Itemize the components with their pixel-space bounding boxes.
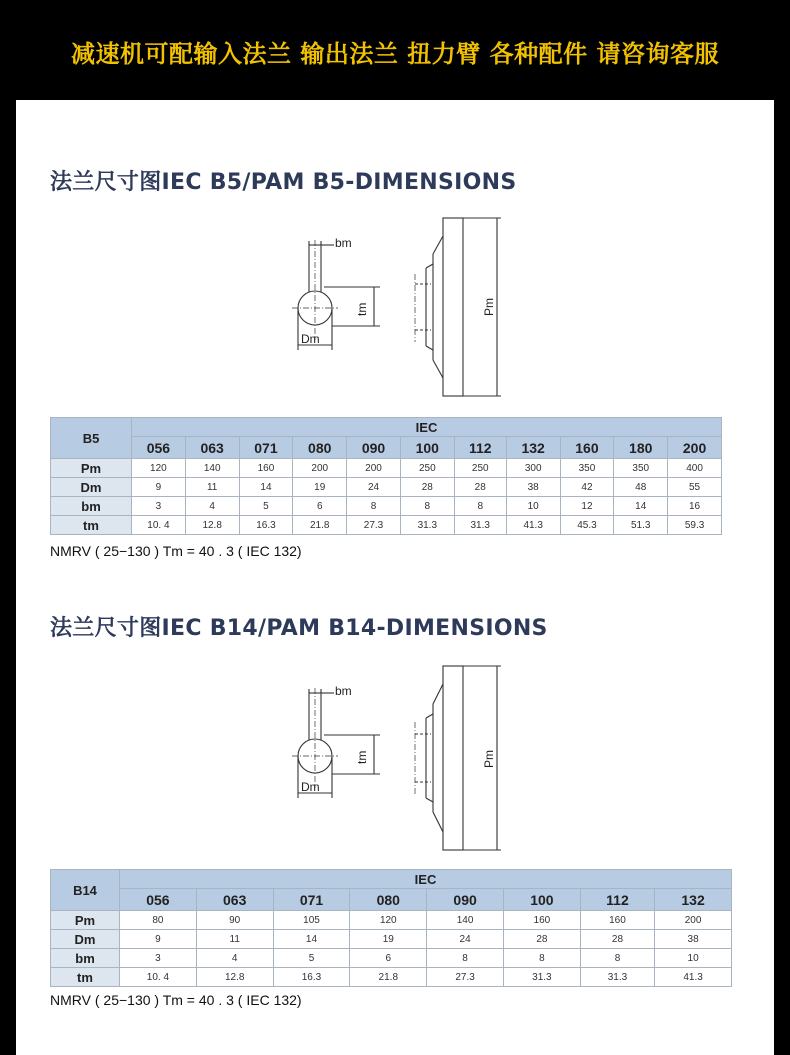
column-header: 100 [503, 889, 580, 911]
table-cell: 90 [196, 911, 273, 930]
column-header: 090 [347, 437, 401, 459]
table-cell: 10 [655, 949, 732, 968]
table-row [51, 516, 722, 535]
table-cell: 4 [196, 949, 273, 968]
table-cell: 140 [427, 911, 504, 930]
table-cell: 160 [239, 459, 293, 478]
table-cell: 45.3 [560, 516, 614, 535]
flange-side-diagram-b14 [401, 660, 511, 856]
table-cell: 16.3 [239, 516, 293, 535]
table-cell: 200 [655, 911, 732, 930]
table-cell: 400 [668, 459, 722, 478]
column-header: 071 [273, 889, 350, 911]
column-header: 056 [132, 437, 186, 459]
table-cell: 28 [503, 930, 580, 949]
table-cell: 48 [614, 478, 668, 497]
column-header: 056 [120, 889, 197, 911]
table-cell: 38 [506, 478, 560, 497]
table-cell: 11 [185, 478, 239, 497]
table-cell: 200 [347, 459, 401, 478]
dimension-table-b14 [50, 869, 732, 987]
table-cell: 59.3 [668, 516, 722, 535]
table-cell: 31.3 [580, 968, 654, 987]
table-cell: 12 [560, 497, 614, 516]
row-label: Pm [51, 459, 132, 478]
column-header: 132 [506, 437, 560, 459]
table-cell: 42 [560, 478, 614, 497]
table-cell: 9 [132, 478, 186, 497]
table-row [51, 968, 732, 987]
table-cell: 8 [400, 497, 454, 516]
table-cell: 250 [400, 459, 454, 478]
pm-label-b5: Pm [482, 298, 496, 316]
row-label: tm [51, 516, 132, 535]
table-row [51, 949, 732, 968]
table-cell: 160 [580, 911, 654, 930]
table-row [51, 459, 722, 478]
table-cell: 140 [185, 459, 239, 478]
table-cell: 28 [580, 930, 654, 949]
row-label: Pm [51, 911, 120, 930]
banner-text: 减速机可配输入法兰 输出法兰 扭力臂 各种配件 请咨询客服 [71, 40, 719, 68]
table-cell: 8 [427, 949, 504, 968]
table-cell: 24 [347, 478, 401, 497]
table-cell: 350 [560, 459, 614, 478]
flange-side-diagram-b5 [401, 212, 511, 402]
table-cell: 41.3 [655, 968, 732, 987]
table-cell: 9 [120, 930, 197, 949]
table-cell: 3 [120, 949, 197, 968]
table-cell: 21.8 [350, 968, 427, 987]
row-label: Dm [51, 930, 120, 949]
table-cell: 11 [196, 930, 273, 949]
table-cell: 14 [239, 478, 293, 497]
note-b5: NMRV ( 25−130 ) Tm = 40 . 3 ( IEC 132) [50, 543, 302, 559]
section-title-b5: 法兰尺寸图IEC B5/PAM B5-DIMENSIONS [50, 170, 517, 195]
tm-label-b5: tm [355, 302, 369, 316]
column-header: 100 [400, 437, 454, 459]
table-cell: 105 [273, 911, 350, 930]
table-cell: 38 [655, 930, 732, 949]
table-row [51, 497, 722, 516]
column-header: 200 [668, 437, 722, 459]
table-row [51, 478, 722, 497]
table-cell: 8 [347, 497, 401, 516]
table-cell: 21.8 [293, 516, 347, 535]
table-row [51, 930, 732, 949]
column-header: 071 [239, 437, 293, 459]
table-cell: 4 [185, 497, 239, 516]
column-header: 080 [350, 889, 427, 911]
shaft-keyway-diagram-b5 [286, 230, 396, 360]
table-cell: 14 [614, 497, 668, 516]
column-header: 160 [560, 437, 614, 459]
table-cell: 27.3 [347, 516, 401, 535]
table-cell: 24 [427, 930, 504, 949]
table-group-header: IEC [120, 870, 732, 889]
pm-label-b14: Pm [482, 750, 496, 768]
table-cell: 250 [454, 459, 506, 478]
table-cell: 10. 4 [132, 516, 186, 535]
table-cell: 3 [132, 497, 186, 516]
dm-label-b14: Dm [301, 780, 320, 794]
dm-label-b5: Dm [301, 332, 320, 346]
table-cell: 10. 4 [120, 968, 197, 987]
table-cell: 300 [506, 459, 560, 478]
top-banner [0, 0, 790, 100]
table-cell: 6 [293, 497, 347, 516]
column-header: 112 [580, 889, 654, 911]
table-cell: 8 [503, 949, 580, 968]
table-cell: 6 [350, 949, 427, 968]
table-cell: 51.3 [614, 516, 668, 535]
table-cell: 41.3 [506, 516, 560, 535]
table-cell: 10 [506, 497, 560, 516]
dimension-table-b5 [50, 417, 722, 535]
table-cell: 5 [239, 497, 293, 516]
column-header: 112 [454, 437, 506, 459]
column-header: 080 [293, 437, 347, 459]
table-cell: 16 [668, 497, 722, 516]
note-b14: NMRV ( 25−130 ) Tm = 40 . 3 ( IEC 132) [50, 992, 302, 1008]
table-cell: 31.3 [503, 968, 580, 987]
table-cell: 120 [350, 911, 427, 930]
table-cell: 14 [273, 930, 350, 949]
row-label: tm [51, 968, 120, 987]
table-cell: 31.3 [454, 516, 506, 535]
table-cell: 19 [293, 478, 347, 497]
table-cell: 27.3 [427, 968, 504, 987]
table-cell: 160 [503, 911, 580, 930]
table-cell: 55 [668, 478, 722, 497]
tm-label-b14: tm [355, 750, 369, 764]
table-cell: 28 [400, 478, 454, 497]
table-cell: 120 [132, 459, 186, 478]
column-header: 090 [427, 889, 504, 911]
table-row [51, 911, 732, 930]
table-cell: 19 [350, 930, 427, 949]
table-cell: 28 [454, 478, 506, 497]
table-corner-label: B5 [51, 418, 132, 459]
table-group-header: IEC [132, 418, 722, 437]
row-label: Dm [51, 478, 132, 497]
table-cell: 12.8 [185, 516, 239, 535]
bm-label-b5: bm [335, 236, 352, 250]
column-header: 063 [185, 437, 239, 459]
column-header: 132 [655, 889, 732, 911]
row-label: bm [51, 497, 132, 516]
table-cell: 31.3 [400, 516, 454, 535]
bm-label-b14: bm [335, 684, 352, 698]
table-cell: 80 [120, 911, 197, 930]
column-header: 063 [196, 889, 273, 911]
table-cell: 12.8 [196, 968, 273, 987]
content-panel [16, 100, 774, 1055]
row-label: bm [51, 949, 120, 968]
table-cell: 16.3 [273, 968, 350, 987]
table-cell: 200 [293, 459, 347, 478]
table-corner-label: B14 [51, 870, 120, 911]
table-cell: 350 [614, 459, 668, 478]
column-header: 180 [614, 437, 668, 459]
section-title-b14: 法兰尺寸图IEC B14/PAM B14-DIMENSIONS [50, 616, 548, 641]
table-cell: 5 [273, 949, 350, 968]
table-cell: 8 [580, 949, 654, 968]
shaft-keyway-diagram-b14 [286, 678, 396, 808]
table-cell: 8 [454, 497, 506, 516]
